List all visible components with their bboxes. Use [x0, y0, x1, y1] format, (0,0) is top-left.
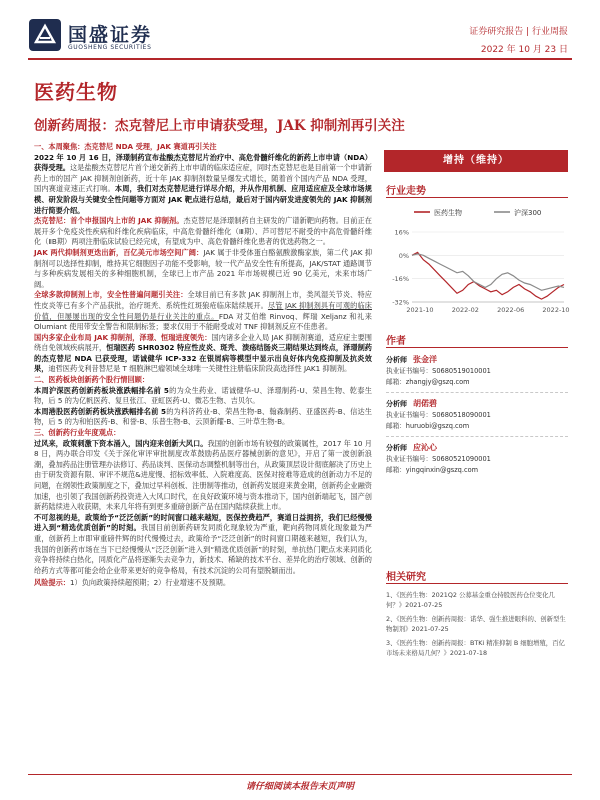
paragraph-3-text: JAK 属于非受体蛋白酪氨酸激酶家族，第二代 JAK 抑制剂可以选择性抑制，维持其它细胞因子功能不受影响，较一代产品安全性有所提高，JAK/STAT 通路调节与多种疾病发展相关的多种细胞机制，全球已上市产品 2021 年市场规模已近 90 亿美元，未来市场广阔。 — [34, 247, 373, 289]
paragraph-8-lead: 过风来，政策刺激下资本涌入，国内迎来创新大风口。 — [34, 438, 208, 448]
authors-section-title: 作者 — [386, 336, 406, 347]
paragraph-5-text-2: 迪哲医药戈利昔替尼是 T 细胞淋巴瘤领域全球唯一关键性注册临床阶段高选择性 JAK1 抑制剂。 — [48, 364, 352, 374]
company-logo — [28, 18, 188, 58]
paragraph-9 — [34, 513, 372, 577]
risk-warning-lead: 风险提示： — [34, 578, 70, 588]
industry-trend-chart — [384, 202, 570, 320]
report-type: 证券研究报告 | 行业周报 — [469, 27, 568, 37]
related-item[interactable]: 3、《医药生物：创新药周报：BTKi 精准抑制 B 细胞增殖，百亿市场未来格局几何？》2021-07-18 — [386, 638, 565, 658]
related-research-list — [386, 590, 568, 661]
x-tick-label: 2022-02 — [451, 306, 479, 314]
risk-warning — [34, 578, 372, 589]
rating-badge: 增持（维持） — [384, 150, 568, 172]
paragraph-2-text: 杰克替尼是泽璟制药自主研发的广谱新靶向药物。目前正在展开多个免疫炎性疾病和纤维化疾病临床，中高危骨髓纤维化（Ⅲ期）、芦可替尼不耐受的中高危骨髓纤维化（ⅡB期）两项注册临床试验已经完成，有望成为中、高危骨髓纤维化患者的优选药物之一。 — [34, 216, 372, 247]
logo-mark-icon — [28, 18, 62, 52]
author-card — [386, 442, 568, 476]
paragraph-5-lead: 国内多家企业布局 JAK 抑制剂，泽璟、恒瑞进度领先： — [34, 332, 212, 342]
paragraph-1 — [34, 153, 372, 217]
y-tick-label: 16% — [394, 228, 409, 237]
trend-divider — [386, 197, 568, 198]
sector-title: 医药生物 — [34, 80, 118, 104]
section-title-1: 一、本周聚焦：杰克替尼 NDA 受理，JAK 赛道再引关注 — [34, 142, 217, 151]
paragraph-5-bold: 恒瑞医药 SHR0302 特应性皮炎、斑秃、溃疡结肠炎三期结果达到终点，泽璟制药的杰克替尼 NDA 已获受理，诺诚健华 ICP-332 在银屑病等模型中显示出良好体内免疫抑制及抗炎效果， — [34, 343, 372, 374]
y-tick-label: -32% — [392, 298, 409, 307]
related-research-title: 相关研究 — [386, 572, 426, 583]
author-cert: 执业证书编号：S0680518090001 — [386, 411, 491, 419]
report-body — [34, 142, 372, 589]
related-item[interactable]: 2、《医药生物：创新药周报：诺华、强生推进眼科的、创新型生物制剂》2021-07-25 — [386, 614, 566, 634]
footer-disclaimer: 请仔细阅读本报告末页声明 — [245, 782, 354, 792]
paragraph-6 — [34, 386, 372, 407]
legend-label: 沪深300 — [514, 209, 542, 217]
paragraph-3 — [34, 248, 372, 290]
paragraph-7-lead: 本周港股医药创新药板块涨跌幅排名前 5 — [34, 406, 167, 416]
paragraph-6-text: 的为众生药业、诺诚健华-U、泽璟制药-U、荣昌生物、乾泰生物，后 5 的为亿帆医药、复旦张江、亚虹医药-U、微芯生物、吉贝尔。 — [34, 385, 372, 406]
series-line — [412, 254, 564, 290]
author-name: 张金洋 — [413, 355, 437, 364]
related-item[interactable]: 1、《医药生物：2021Q2 公募基金重仓持股医药仓位变化几何？》2021-07-25 — [386, 591, 555, 610]
authors-divider — [386, 347, 568, 348]
paragraph-3-lead: JAK 两代抑制剂更迭出新，百亿美元市场空间广阔： — [34, 247, 204, 257]
author-role: 分析师 — [386, 356, 407, 364]
author-card — [386, 398, 568, 432]
logo-text-en: GUOSHENG SECURITIES — [68, 44, 152, 51]
legend-label: 医药生物 — [434, 209, 462, 217]
paragraph-9-text: 我国目前创新药研发同质化现象较为严重，靶向药物同质化现象最为严重，创新药上市即审重磅件辉的时代慢慢过去，政策给予“泛泛创新”的时间窗口期越来越短，我们认为，我国的创新药市场在当下已经慢慢从“泛泛创新”进入到“精选优质创新”的时刻，单抗热门靶点未来同质化竞争将持续白热化，同质化产品将逐渐失去竞争力，新技术、稀缺的技术平台、差异化的治疗领域、创新的给药方式等都可能会给企业带来更好的竞争格局，有技术沉淀的公司有望脱颖而出。 — [34, 523, 372, 575]
x-tick-label: 2021-10 — [406, 306, 434, 314]
paragraph-6-lead: 本周沪深医药创新药板块涨跌幅排名前 5 — [34, 385, 169, 395]
author-email[interactable]: 邮箱：huruobi@gszq.com — [386, 422, 470, 430]
author-name: 应沁心 — [413, 443, 437, 452]
paragraph-4 — [34, 290, 372, 332]
y-tick-label: 0% — [398, 251, 409, 260]
author-role: 分析师 — [386, 444, 407, 452]
paragraph-7-text: 的为科济药业-B、荣昌生物-B、翰森制药、亚盛医药-B、信达生物，后 5 的为和铂医药-B、和誉-B、乐普生物-B、云顶新耀-B、三叶草生物-B。 — [34, 406, 372, 427]
x-tick-label: 2022-06 — [497, 306, 525, 314]
x-tick-label: 2022-10 — [542, 306, 570, 314]
author-email[interactable]: 邮箱：yingqinxin@gszq.com — [386, 466, 479, 474]
y-tick-label: -16% — [392, 275, 409, 284]
section-title-2: 二、医药板块创新药个股行情回顾： — [34, 375, 150, 385]
author-name: 胡偌碧 — [413, 399, 437, 408]
paragraph-4-lead: 全球多款抑制剂上市，安全性普遍问题引关注： — [34, 290, 188, 300]
paragraph-2-lead: 杰克替尼：首个申报国内上市的 JAK 抑制剂。 — [34, 216, 184, 226]
author-role: 分析师 — [386, 400, 407, 408]
paragraph-4-underline: 尽管 JAK 抑制剂具有可观的临床价值，但屡屡出现的安全性问题仍是行业关注的重点。 — [34, 300, 372, 321]
author-cert: 执业证书编号：S0680521090001 — [386, 455, 491, 463]
paragraph-8 — [34, 439, 372, 513]
paragraph-1-lead: 2022 年 10 月 16 日，泽璟制药宣布盐酸杰克替尼片治疗中、高危骨髓纤维化的新药上市申请（NDA）获得受理。 — [34, 152, 372, 173]
author-cert: 执业证书编号：S0680519010001 — [386, 367, 491, 375]
trend-section-title: 行业走势 — [386, 186, 426, 197]
footer-divider — [28, 774, 572, 775]
risk-warning-text: 1）负向政策持续超预期；2）行业增速不及预期。 — [69, 578, 231, 588]
paragraph-2 — [34, 216, 372, 248]
paragraph-9-lead: 不可忽视的是，政策给予“泛泛创新”的时间窗口越来越短，医保控费趋严，赛道日益拥挤，我们已经慢慢进入到“精选优质创新”的时刻。 — [34, 512, 372, 533]
series-line — [412, 252, 564, 299]
header-divider — [28, 58, 572, 60]
paragraph-1-text: 这是盐酸杰克替尼片首个递交新药上市申请的临床适应症，同时杰克替尼也是目前第一个申请新药上市的国产 JAK 抑制剂创新药，近十年 JAK 抑制剂数量呈爆发式增长，随着首个国内产品 NDA 受理，国内赛道竞速正式打响。 — [34, 163, 372, 194]
paragraph-5-text: 国内诸多企业入局 JAK 抑制剂赛道，适应症主要围绕自免领域疾病展开， — [34, 332, 372, 353]
author-separator — [386, 392, 568, 393]
author-separator — [386, 436, 568, 437]
paragraph-1-summary: 本周，我们对杰克替尼进行详尽介绍，并从作用机制、应用适应症及全球市场规模、研发阶段与关键安全性问题等方面对 JAK 靶点进行总结，最后对于国内研发进度领先的 JAK 抑制剂进行简要介绍。 — [34, 184, 372, 215]
related-divider — [386, 583, 568, 584]
logo-text-cn: 国盛证券 — [68, 24, 153, 46]
section-title-3: 三、创新药行业年度观点： — [34, 428, 121, 438]
paragraph-5 — [34, 333, 372, 375]
paragraph-7 — [34, 407, 372, 428]
paragraph-4-text: 全球目前已有多款 JAK 抑制剂上市，类风湿关节炎、特应性皮炎等已有多个产品获批，治疗斑秃、系统性红斑狼疮临床陆续展开。 — [34, 290, 372, 310]
report-headline: 创新药周报：杰克替尼上市申请获受理，JAK 抑制剂再引关注 — [34, 118, 405, 134]
author-card — [386, 354, 568, 388]
report-date: 2022 年 10 月 23 日 — [480, 45, 568, 55]
paragraph-4-text-2: FDA 对艾伯维 Rinvoq、辉瑞 Xeljanz 和礼来 Olumiant 使用带安全警告和限制标签；要求仅用于不能耐受或对 TNF 抑制剂反应不佳患者。 — [34, 311, 372, 332]
paragraph-8-text: 我国的创新市场有较强的政策属性，2017 年 10 月 8 日，两办联合印发《关于深化审评审批制度改革鼓励药品医疗器械创新的意见》，开启了第一波创新浪潮，叠加药品注册管理办法修订、药品谈判、医保动态调整机制等出台，从政策顶层设计彻底解决了历史上由于研发资源有限、审评不规范&进度慢、招标效率低、入院难度高、医保对接难等造成的创新动力不足的问题，在纲领性政策制度之下，叠加过早科创板、注册制等推动，创新药发展迎来黄金期，创新药企业融资加速，也引领了我国创新药投资进入大风口时代，在良好政策环境与资本推动下，国内创新端起飞，国产创新药陆续进入收获期，未来几年将有到更多重磅创新产品在国内陆续获批上市。 — [34, 438, 372, 512]
author-email[interactable]: 邮箱：zhangjy@gszq.com — [386, 378, 470, 386]
